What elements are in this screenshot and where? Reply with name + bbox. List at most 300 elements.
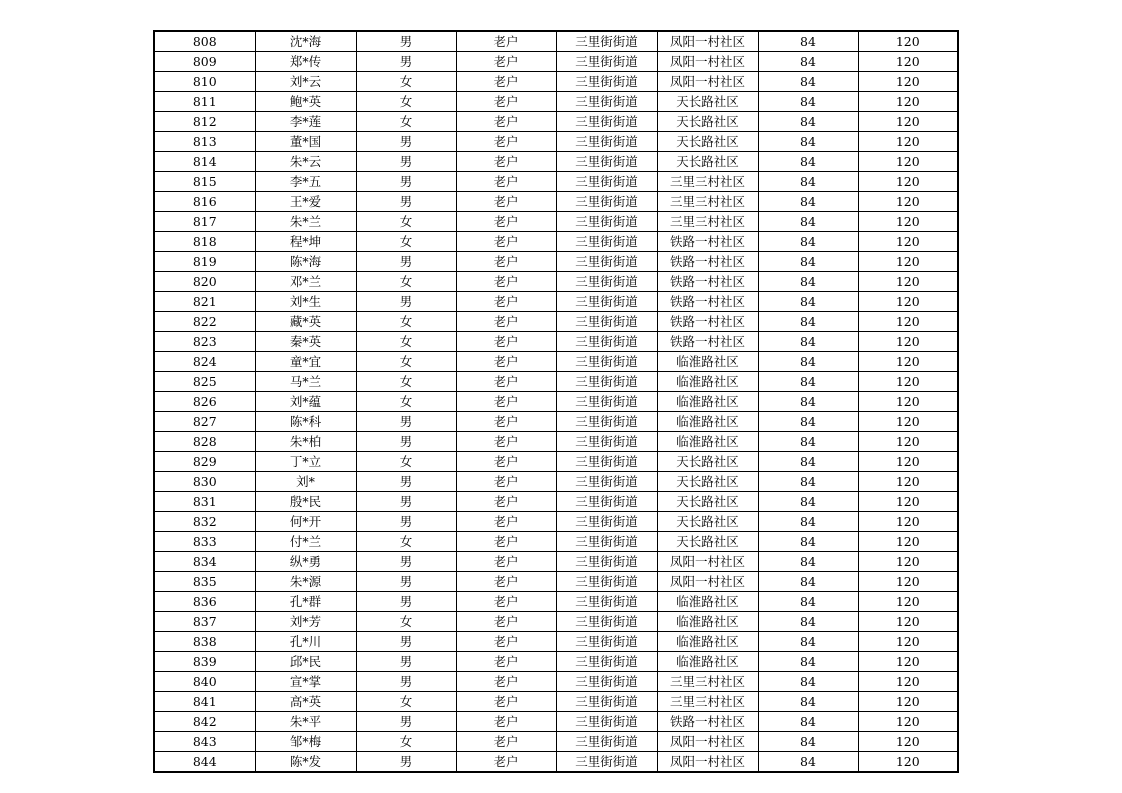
amount-a-cell: 84 (758, 492, 858, 512)
household-type-cell: 老户 (456, 412, 556, 432)
row-number-cell: 825 (154, 372, 255, 392)
row-number-cell: 816 (154, 192, 255, 212)
community-cell: 天长路社区 (657, 92, 758, 112)
row-number-cell: 841 (154, 692, 255, 712)
amount-b-cell: 120 (858, 652, 958, 672)
street-cell: 三里街街道 (556, 132, 657, 152)
household-type-cell: 老户 (456, 72, 556, 92)
gender-cell: 男 (356, 252, 456, 272)
amount-a-cell: 84 (758, 532, 858, 552)
amount-b-cell: 120 (858, 452, 958, 472)
data-table-container (153, 30, 959, 773)
community-cell: 临淮路社区 (657, 432, 758, 452)
table-row (154, 352, 958, 372)
name-cell: 郑*传 (255, 52, 356, 72)
gender-cell: 女 (356, 452, 456, 472)
gender-cell: 男 (356, 292, 456, 312)
name-cell: 孔*群 (255, 592, 356, 612)
amount-a-cell: 84 (758, 512, 858, 532)
name-cell: 丁*立 (255, 452, 356, 472)
table-row (154, 452, 958, 472)
table-row (154, 312, 958, 332)
name-cell: 朱*柏 (255, 432, 356, 452)
row-number-cell: 819 (154, 252, 255, 272)
table-row (154, 192, 958, 212)
amount-a-cell: 84 (758, 412, 858, 432)
name-cell: 殷*民 (255, 492, 356, 512)
name-cell: 邱*民 (255, 652, 356, 672)
table-row (154, 552, 958, 572)
household-type-cell: 老户 (456, 592, 556, 612)
household-type-cell: 老户 (456, 472, 556, 492)
gender-cell: 男 (356, 672, 456, 692)
community-cell: 临淮路社区 (657, 412, 758, 432)
street-cell: 三里街街道 (556, 712, 657, 732)
row-number-cell: 824 (154, 352, 255, 372)
amount-b-cell: 120 (858, 372, 958, 392)
row-number-cell: 835 (154, 572, 255, 592)
gender-cell: 男 (356, 572, 456, 592)
gender-cell: 女 (356, 612, 456, 632)
gender-cell: 女 (356, 392, 456, 412)
row-number-cell: 808 (154, 31, 255, 52)
row-number-cell: 813 (154, 132, 255, 152)
row-number-cell: 817 (154, 212, 255, 232)
community-cell: 天长路社区 (657, 112, 758, 132)
gender-cell: 男 (356, 152, 456, 172)
community-cell: 凤阳一村社区 (657, 732, 758, 752)
street-cell: 三里街街道 (556, 72, 657, 92)
name-cell: 陈*海 (255, 252, 356, 272)
amount-b-cell: 120 (858, 692, 958, 712)
row-number-cell: 832 (154, 512, 255, 532)
table-row (154, 412, 958, 432)
amount-a-cell: 84 (758, 212, 858, 232)
amount-a-cell: 84 (758, 452, 858, 472)
household-type-cell: 老户 (456, 632, 556, 652)
gender-cell: 女 (356, 312, 456, 332)
amount-a-cell: 84 (758, 752, 858, 773)
name-cell: 董*国 (255, 132, 356, 152)
street-cell: 三里街街道 (556, 212, 657, 232)
community-cell: 凤阳一村社区 (657, 552, 758, 572)
table-row (154, 612, 958, 632)
community-cell: 铁路一村社区 (657, 712, 758, 732)
row-number-cell: 809 (154, 52, 255, 72)
street-cell: 三里街街道 (556, 492, 657, 512)
community-cell: 三里三村社区 (657, 672, 758, 692)
household-type-cell: 老户 (456, 112, 556, 132)
community-cell: 铁路一村社区 (657, 312, 758, 332)
table-row (154, 732, 958, 752)
community-cell: 天长路社区 (657, 152, 758, 172)
row-number-cell: 834 (154, 552, 255, 572)
street-cell: 三里街街道 (556, 112, 657, 132)
community-cell: 临淮路社区 (657, 652, 758, 672)
gender-cell: 男 (356, 632, 456, 652)
gender-cell: 女 (356, 372, 456, 392)
name-cell: 刘*云 (255, 72, 356, 92)
street-cell: 三里街街道 (556, 392, 657, 412)
community-cell: 铁路一村社区 (657, 252, 758, 272)
row-number-cell: 829 (154, 452, 255, 472)
household-type-cell: 老户 (456, 452, 556, 472)
amount-b-cell: 120 (858, 312, 958, 332)
name-cell: 刘* (255, 472, 356, 492)
household-type-cell: 老户 (456, 172, 556, 192)
amount-a-cell: 84 (758, 732, 858, 752)
amount-a-cell: 84 (758, 172, 858, 192)
name-cell: 秦*英 (255, 332, 356, 352)
street-cell: 三里街街道 (556, 192, 657, 212)
community-cell: 三里三村社区 (657, 192, 758, 212)
street-cell: 三里街街道 (556, 92, 657, 112)
community-cell: 凤阳一村社区 (657, 52, 758, 72)
amount-a-cell: 84 (758, 31, 858, 52)
gender-cell: 女 (356, 692, 456, 712)
table-row (154, 232, 958, 252)
amount-a-cell: 84 (758, 612, 858, 632)
name-cell: 邹*梅 (255, 732, 356, 752)
gender-cell: 女 (356, 72, 456, 92)
community-cell: 三里三村社区 (657, 172, 758, 192)
row-number-cell: 831 (154, 492, 255, 512)
community-cell: 天长路社区 (657, 532, 758, 552)
gender-cell: 男 (356, 512, 456, 532)
community-cell: 临淮路社区 (657, 592, 758, 612)
gender-cell: 女 (356, 212, 456, 232)
amount-b-cell: 120 (858, 252, 958, 272)
table-row (154, 712, 958, 732)
amount-b-cell: 120 (858, 52, 958, 72)
table-row (154, 572, 958, 592)
household-type-cell: 老户 (456, 272, 556, 292)
name-cell: 李*五 (255, 172, 356, 192)
amount-b-cell: 120 (858, 572, 958, 592)
amount-a-cell: 84 (758, 652, 858, 672)
row-number-cell: 815 (154, 172, 255, 192)
row-number-cell: 823 (154, 332, 255, 352)
amount-b-cell: 120 (858, 392, 958, 412)
row-number-cell: 844 (154, 752, 255, 773)
community-cell: 天长路社区 (657, 492, 758, 512)
row-number-cell: 836 (154, 592, 255, 612)
row-number-cell: 837 (154, 612, 255, 632)
name-cell: 刘*生 (255, 292, 356, 312)
household-type-cell: 老户 (456, 132, 556, 152)
amount-b-cell: 120 (858, 212, 958, 232)
street-cell: 三里街街道 (556, 172, 657, 192)
row-number-cell: 811 (154, 92, 255, 112)
table-row (154, 752, 958, 773)
table-row (154, 132, 958, 152)
gender-cell: 男 (356, 52, 456, 72)
table-row (154, 512, 958, 532)
table-row (154, 252, 958, 272)
table-row (154, 532, 958, 552)
table-row (154, 152, 958, 172)
amount-a-cell: 84 (758, 372, 858, 392)
name-cell: 马*兰 (255, 372, 356, 392)
row-number-cell: 838 (154, 632, 255, 652)
table-row (154, 692, 958, 712)
table-row (154, 472, 958, 492)
household-type-cell: 老户 (456, 432, 556, 452)
amount-b-cell: 120 (858, 112, 958, 132)
table-body (154, 31, 958, 772)
table-row (154, 272, 958, 292)
community-cell: 临淮路社区 (657, 392, 758, 412)
name-cell: 邓*兰 (255, 272, 356, 292)
amount-a-cell: 84 (758, 632, 858, 652)
amount-b-cell: 120 (858, 31, 958, 52)
table-row (154, 372, 958, 392)
community-cell: 凤阳一村社区 (657, 31, 758, 52)
household-type-cell: 老户 (456, 672, 556, 692)
amount-b-cell: 120 (858, 352, 958, 372)
name-cell: 宣*掌 (255, 672, 356, 692)
name-cell: 朱*兰 (255, 212, 356, 232)
table-row (154, 392, 958, 412)
amount-b-cell: 120 (858, 472, 958, 492)
table-row (154, 672, 958, 692)
street-cell: 三里街街道 (556, 732, 657, 752)
household-type-cell: 老户 (456, 552, 556, 572)
row-number-cell: 822 (154, 312, 255, 332)
street-cell: 三里街街道 (556, 372, 657, 392)
street-cell: 三里街街道 (556, 692, 657, 712)
name-cell: 孔*川 (255, 632, 356, 652)
household-type-cell: 老户 (456, 712, 556, 732)
name-cell: 付*兰 (255, 532, 356, 552)
amount-a-cell: 84 (758, 72, 858, 92)
table-row (154, 72, 958, 92)
street-cell: 三里街街道 (556, 652, 657, 672)
community-cell: 临淮路社区 (657, 372, 758, 392)
gender-cell: 女 (356, 92, 456, 112)
amount-b-cell: 120 (858, 632, 958, 652)
row-number-cell: 827 (154, 412, 255, 432)
household-type-cell: 老户 (456, 572, 556, 592)
table-row (154, 52, 958, 72)
community-cell: 天长路社区 (657, 512, 758, 532)
row-number-cell: 820 (154, 272, 255, 292)
gender-cell: 男 (356, 752, 456, 773)
row-number-cell: 818 (154, 232, 255, 252)
community-cell: 三里三村社区 (657, 692, 758, 712)
gender-cell: 男 (356, 652, 456, 672)
street-cell: 三里街街道 (556, 52, 657, 72)
table-row (154, 492, 958, 512)
name-cell: 童*宜 (255, 352, 356, 372)
street-cell: 三里街街道 (556, 152, 657, 172)
amount-a-cell: 84 (758, 572, 858, 592)
household-type-cell: 老户 (456, 492, 556, 512)
household-type-cell: 老户 (456, 292, 556, 312)
name-cell: 朱*源 (255, 572, 356, 592)
amount-a-cell: 84 (758, 252, 858, 272)
community-cell: 天长路社区 (657, 472, 758, 492)
amount-b-cell: 120 (858, 552, 958, 572)
name-cell: 鲍*英 (255, 92, 356, 112)
amount-a-cell: 84 (758, 392, 858, 412)
street-cell: 三里街街道 (556, 472, 657, 492)
name-cell: 朱*平 (255, 712, 356, 732)
gender-cell: 男 (356, 592, 456, 612)
household-type-cell: 老户 (456, 652, 556, 672)
household-type-cell: 老户 (456, 92, 556, 112)
row-number-cell: 812 (154, 112, 255, 132)
amount-b-cell: 120 (858, 592, 958, 612)
community-cell: 临淮路社区 (657, 612, 758, 632)
community-cell: 凤阳一村社区 (657, 72, 758, 92)
community-cell: 铁路一村社区 (657, 232, 758, 252)
household-type-cell: 老户 (456, 192, 556, 212)
name-cell: 刘*芳 (255, 612, 356, 632)
amount-a-cell: 84 (758, 692, 858, 712)
street-cell: 三里街街道 (556, 632, 657, 652)
amount-b-cell: 120 (858, 172, 958, 192)
row-number-cell: 810 (154, 72, 255, 92)
amount-a-cell: 84 (758, 352, 858, 372)
amount-b-cell: 120 (858, 712, 958, 732)
household-type-cell: 老户 (456, 512, 556, 532)
household-type-cell: 老户 (456, 212, 556, 232)
amount-a-cell: 84 (758, 712, 858, 732)
amount-a-cell: 84 (758, 432, 858, 452)
household-type-cell: 老户 (456, 312, 556, 332)
household-type-cell: 老户 (456, 392, 556, 412)
amount-b-cell: 120 (858, 292, 958, 312)
amount-b-cell: 120 (858, 232, 958, 252)
household-type-cell: 老户 (456, 252, 556, 272)
street-cell: 三里街街道 (556, 572, 657, 592)
gender-cell: 男 (356, 172, 456, 192)
name-cell: 纵*勇 (255, 552, 356, 572)
household-type-cell: 老户 (456, 732, 556, 752)
amount-a-cell: 84 (758, 672, 858, 692)
street-cell: 三里街街道 (556, 332, 657, 352)
street-cell: 三里街街道 (556, 312, 657, 332)
community-cell: 三里三村社区 (657, 212, 758, 232)
row-number-cell: 833 (154, 532, 255, 552)
street-cell: 三里街街道 (556, 292, 657, 312)
amount-b-cell: 120 (858, 492, 958, 512)
gender-cell: 女 (356, 112, 456, 132)
amount-a-cell: 84 (758, 272, 858, 292)
street-cell: 三里街街道 (556, 612, 657, 632)
amount-b-cell: 120 (858, 192, 958, 212)
street-cell: 三里街街道 (556, 432, 657, 452)
household-type-cell: 老户 (456, 612, 556, 632)
gender-cell: 男 (356, 472, 456, 492)
street-cell: 三里街街道 (556, 552, 657, 572)
amount-a-cell: 84 (758, 332, 858, 352)
amount-b-cell: 120 (858, 272, 958, 292)
street-cell: 三里街街道 (556, 412, 657, 432)
table-row (154, 31, 958, 52)
amount-a-cell: 84 (758, 292, 858, 312)
amount-b-cell: 120 (858, 412, 958, 432)
gender-cell: 男 (356, 412, 456, 432)
street-cell: 三里街街道 (556, 452, 657, 472)
household-type-cell: 老户 (456, 152, 556, 172)
name-cell: 王*爱 (255, 192, 356, 212)
name-cell: 刘*蕴 (255, 392, 356, 412)
gender-cell: 男 (356, 132, 456, 152)
community-cell: 凤阳一村社区 (657, 752, 758, 773)
street-cell: 三里街街道 (556, 232, 657, 252)
amount-a-cell: 84 (758, 152, 858, 172)
name-cell: 高*英 (255, 692, 356, 712)
row-number-cell: 828 (154, 432, 255, 452)
row-number-cell: 821 (154, 292, 255, 312)
amount-a-cell: 84 (758, 232, 858, 252)
table-row (154, 652, 958, 672)
household-type-cell: 老户 (456, 52, 556, 72)
amount-b-cell: 120 (858, 332, 958, 352)
name-cell: 程*坤 (255, 232, 356, 252)
community-cell: 凤阳一村社区 (657, 572, 758, 592)
name-cell: 藏*英 (255, 312, 356, 332)
gender-cell: 女 (356, 272, 456, 292)
row-number-cell: 840 (154, 672, 255, 692)
gender-cell: 男 (356, 712, 456, 732)
amount-a-cell: 84 (758, 552, 858, 572)
street-cell: 三里街街道 (556, 352, 657, 372)
table-row (154, 592, 958, 612)
table-row (154, 332, 958, 352)
table-row (154, 292, 958, 312)
amount-b-cell: 120 (858, 512, 958, 532)
data-table (153, 30, 959, 773)
amount-a-cell: 84 (758, 132, 858, 152)
row-number-cell: 830 (154, 472, 255, 492)
amount-b-cell: 120 (858, 672, 958, 692)
gender-cell: 男 (356, 192, 456, 212)
gender-cell: 男 (356, 552, 456, 572)
table-row (154, 92, 958, 112)
community-cell: 铁路一村社区 (657, 292, 758, 312)
gender-cell: 女 (356, 532, 456, 552)
amount-a-cell: 84 (758, 312, 858, 332)
street-cell: 三里街街道 (556, 672, 657, 692)
amount-a-cell: 84 (758, 52, 858, 72)
table-row (154, 432, 958, 452)
amount-b-cell: 120 (858, 152, 958, 172)
street-cell: 三里街街道 (556, 592, 657, 612)
row-number-cell: 843 (154, 732, 255, 752)
gender-cell: 女 (356, 732, 456, 752)
amount-a-cell: 84 (758, 92, 858, 112)
table-row (154, 212, 958, 232)
household-type-cell: 老户 (456, 752, 556, 773)
amount-b-cell: 120 (858, 92, 958, 112)
gender-cell: 女 (356, 232, 456, 252)
street-cell: 三里街街道 (556, 31, 657, 52)
row-number-cell: 826 (154, 392, 255, 412)
community-cell: 铁路一村社区 (657, 272, 758, 292)
amount-b-cell: 120 (858, 732, 958, 752)
name-cell: 陈*科 (255, 412, 356, 432)
amount-b-cell: 120 (858, 72, 958, 92)
street-cell: 三里街街道 (556, 512, 657, 532)
community-cell: 临淮路社区 (657, 632, 758, 652)
gender-cell: 女 (356, 352, 456, 372)
table-row (154, 112, 958, 132)
household-type-cell: 老户 (456, 332, 556, 352)
street-cell: 三里街街道 (556, 272, 657, 292)
